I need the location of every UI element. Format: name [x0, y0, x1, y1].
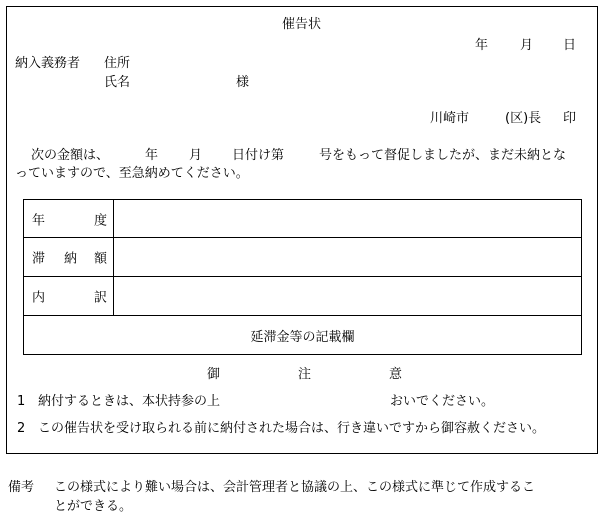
seal-mark: 印: [563, 111, 577, 126]
date-month-label: 月: [520, 38, 534, 53]
notice-heading-2: 注: [298, 367, 312, 382]
document-title: 催告状: [282, 17, 322, 32]
body-text-line2: っていますので、至急納めてください。: [15, 166, 249, 181]
breakdown-value: [114, 277, 582, 316]
row-label-breakdown: 内 訳: [24, 277, 114, 316]
date-day-label: 日: [563, 38, 577, 53]
notice-item-text: 納付するときは、本状持参の上: [38, 394, 221, 409]
honorific: 様: [236, 75, 250, 90]
remarks-label: 備考: [8, 480, 35, 495]
remarks-text-line1: この様式により難い場合は、会計管理者と協議の上、この様式に準じて作成するこ: [54, 480, 536, 495]
arrears-value: [114, 238, 582, 277]
body-month-label: 月: [189, 148, 203, 163]
notice-item-tail: おいでください。: [390, 394, 495, 409]
issuer-ward-head: (区)長: [505, 111, 542, 126]
body-text-start: 次の金額は、: [31, 148, 110, 163]
name-label: 氏名: [104, 75, 131, 90]
details-table: [23, 199, 582, 355]
issuer-city: 川崎市: [430, 111, 470, 126]
table-row: [24, 238, 582, 277]
body-text-end: 号をもって督促しましたが、まだ未納とな: [319, 148, 567, 163]
body-year-label: 年: [145, 148, 159, 163]
notice-heading-3: 意: [389, 367, 403, 382]
notice-item-number: 1: [17, 394, 26, 409]
body-date-no-label: 日付け第: [232, 148, 285, 163]
row-label-arrears: 滞 納 額: [24, 238, 114, 277]
remarks-text-line2: とができる。: [54, 499, 133, 514]
taxpayer-label: 納入義務者: [15, 56, 81, 71]
notice-item-number: 2: [17, 421, 26, 436]
address-label: 住所: [104, 56, 131, 71]
table-row: [24, 200, 582, 238]
table-row: [24, 277, 582, 316]
notice-heading-1: 御: [207, 367, 221, 382]
notice-item-text: この催告状を受け取られる前に納付された場合は、行き違いですから御容赦ください。: [38, 421, 546, 436]
late-fee-section-label: 延滞金等の記載欄: [24, 316, 582, 355]
table-row: [24, 316, 582, 355]
fiscal-year-value: [114, 200, 582, 238]
date-year-label: 年: [475, 38, 489, 53]
row-label-fiscal-year: 年 度: [24, 200, 114, 238]
